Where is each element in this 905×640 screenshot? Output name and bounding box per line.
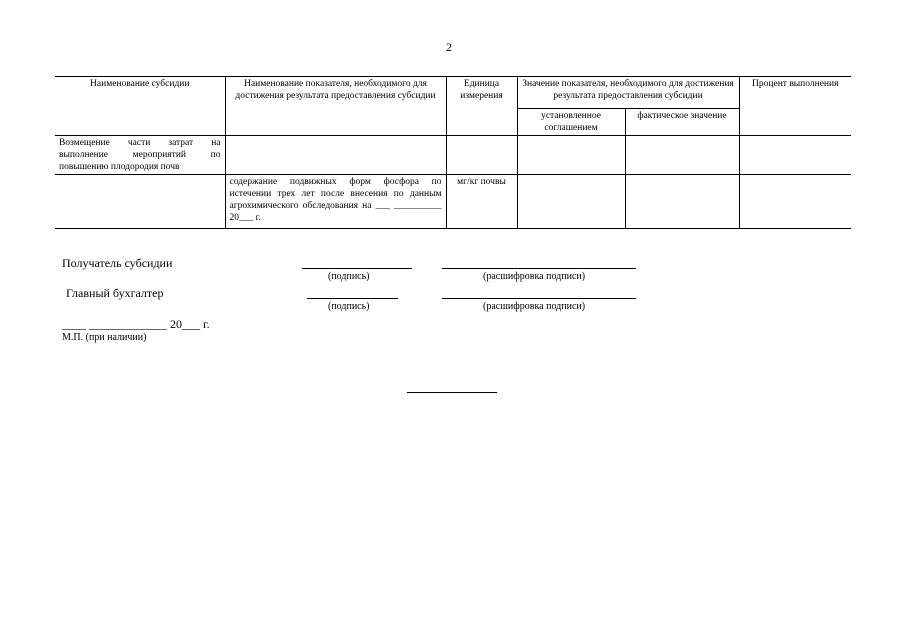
- accountant-signature-line: [307, 298, 398, 299]
- header-subsidy-name: Наименование субсидии: [55, 77, 225, 136]
- row1-unit: [446, 136, 517, 175]
- row1-actual: [625, 136, 739, 175]
- recipient-decode-line: [442, 268, 636, 269]
- accountant-signature-caption: (подпись): [328, 301, 370, 312]
- header-actual: фактическое значение: [625, 109, 739, 136]
- header-indicator-name: Наименование показателя, необходимого для достижения результата предоставления субсидии: [225, 77, 446, 136]
- row2-percent: [739, 175, 851, 229]
- accountant-decode-caption: (расшифровка подписи): [483, 301, 586, 312]
- row2-subsidy-name: [55, 175, 225, 229]
- row2-unit: мг/кг почвы: [446, 175, 517, 229]
- recipient-label: Получатель субсидии: [62, 256, 173, 270]
- row1-established: [517, 136, 625, 175]
- row2-indicator-name: содержание подвижных форм фосфора по истечении трех лет после внесения по данным агрохимического обследования на ___ __________ 20___ г.: [225, 175, 446, 229]
- row1-indicator-name: [225, 136, 446, 175]
- date-line: ____ _____________ 20___ г.: [62, 317, 210, 331]
- page-number: 2: [446, 40, 452, 54]
- recipient-signature-caption: (подпись): [328, 271, 370, 282]
- header-indicator-value: Значение показателя, необходимого для достижения результата предоставления субсидии: [517, 77, 739, 109]
- row1-percent: [739, 136, 851, 175]
- header-percent: Процент выполнения: [739, 77, 851, 136]
- header-unit: Единица измерения: [446, 77, 517, 136]
- stamp-label: М.П. (при наличии): [62, 332, 147, 343]
- row1-subsidy-name: Возмещение части затрат на выполнение мероприятий по повышению плодородия почв: [55, 136, 225, 175]
- subsidy-report-table: [55, 76, 851, 229]
- accountant-label: Главный бухгалтер: [66, 286, 164, 300]
- accountant-decode-line: [442, 298, 636, 299]
- row2-actual: [625, 175, 739, 229]
- recipient-decode-caption: (расшифровка подписи): [483, 271, 586, 282]
- recipient-signature-line: [302, 268, 412, 269]
- header-established: установленное соглашением: [517, 109, 625, 136]
- row2-established: [517, 175, 625, 229]
- end-separator-line: [407, 392, 497, 393]
